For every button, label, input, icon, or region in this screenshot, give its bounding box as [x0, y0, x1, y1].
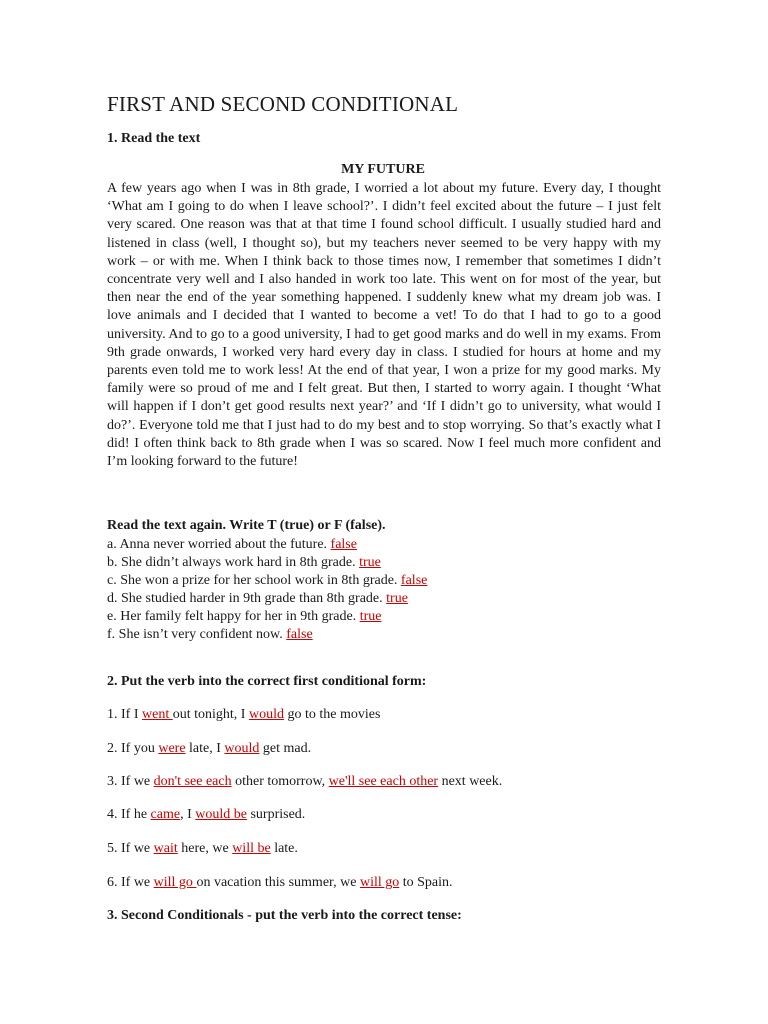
- section3-heading: 3. Second Conditionals - put the verb into the correct tense:: [107, 908, 462, 923]
- conditional-item: 6. If we will go on vacation this summer, we will go to Spain.: [107, 875, 453, 890]
- conditional-item: 1. If I went out tonight, I would go to the movies: [107, 707, 381, 722]
- story-title: [0, 162, 768, 178]
- conditional-item: 5. If we wait here, we will be late.: [107, 841, 298, 856]
- document-title: FIRST AND SECOND CONDITIONAL: [107, 92, 459, 116]
- section1-heading: 1. Read the text: [107, 131, 201, 146]
- tf-answer: false: [286, 627, 313, 643]
- section2-heading: 2. Put the verb into the correct first conditional form:: [107, 674, 427, 689]
- conditional-item: 3. If we don't see each other tomorrow, we'll see each other next week.: [107, 774, 503, 789]
- tf-statement: e. Her family felt happy for her in 9th grade.: [107, 609, 360, 625]
- story-paragraph: A few years ago when I was in 8th grade, I worried a lot about my future. Every day, I thought ‘What am I going to do when I leave school?’. I didn’t feel excited about the future – I just felt very scared. One reason was that at that time I found school difficult. I usually studied hard and listened in class (well, I thought so), but my teachers never seemed to be very happy with my work – or with me. When I think back to those times now, I remember that sometimes I didn’t concentrate very well and I also handed in work too late. This went on for most of the year, but then near the end of the year something happened. I suddenly knew what my dream job was. I love animals and I decided that I wanted to become a vet! To do that I had to go to a good university. And to go to a good university, I had to get good marks and do well in my exams. From 9th grade onwards, I worked very hard every day in class. I studied for hours at home and my parents even told me to work less! At the end of that year, I won a prize for my good marks. My family were so proud of me and I felt great. But then, I started to worry again. I thought ‘What will happen if I don’t get good results next year?’ and ‘If I didn’t go to university, what would I do?’. Everyone told me that I just had to do my best and to stop worrying. So that’s exactly what I did! I often think back to 8th grade when I was so scared. Now I feel much more confident and I’m looking forward to the future!: [107, 181, 661, 470]
- tf-answer: true: [359, 555, 381, 571]
- tf-list: [107, 536, 427, 645]
- story-title-text: MY FUTURE: [341, 162, 425, 177]
- tf-answer: false: [330, 537, 357, 552]
- tf-item: [107, 536, 427, 554]
- tf-item: [107, 626, 427, 644]
- tf-statement: f. She isn’t very confident now.: [107, 627, 287, 643]
- tf-item: [107, 608, 427, 626]
- tf-answer: true: [386, 591, 408, 607]
- conditional-item: 2. If you were late, I would get mad.: [107, 741, 312, 756]
- tf-answer: true: [359, 609, 382, 625]
- tf-statement: b. She didn’t always work hard in 8th grade.: [107, 555, 360, 571]
- tf-heading: Read the text again. Write T (true) or F (false).: [107, 518, 386, 533]
- tf-statement: a. Anna never worried about the future.: [107, 537, 331, 552]
- conditional-item: 4. If he came, I would be surprised.: [107, 807, 306, 822]
- tf-statement: c. She won a prize for her school work in 8th grade.: [107, 573, 401, 589]
- tf-statement: d. She studied harder in 9th grade than 8th grade.: [107, 591, 387, 607]
- tf-item: [107, 572, 427, 590]
- tf-item: [107, 590, 427, 608]
- tf-item: [107, 554, 427, 572]
- tf-answer: false: [400, 573, 428, 589]
